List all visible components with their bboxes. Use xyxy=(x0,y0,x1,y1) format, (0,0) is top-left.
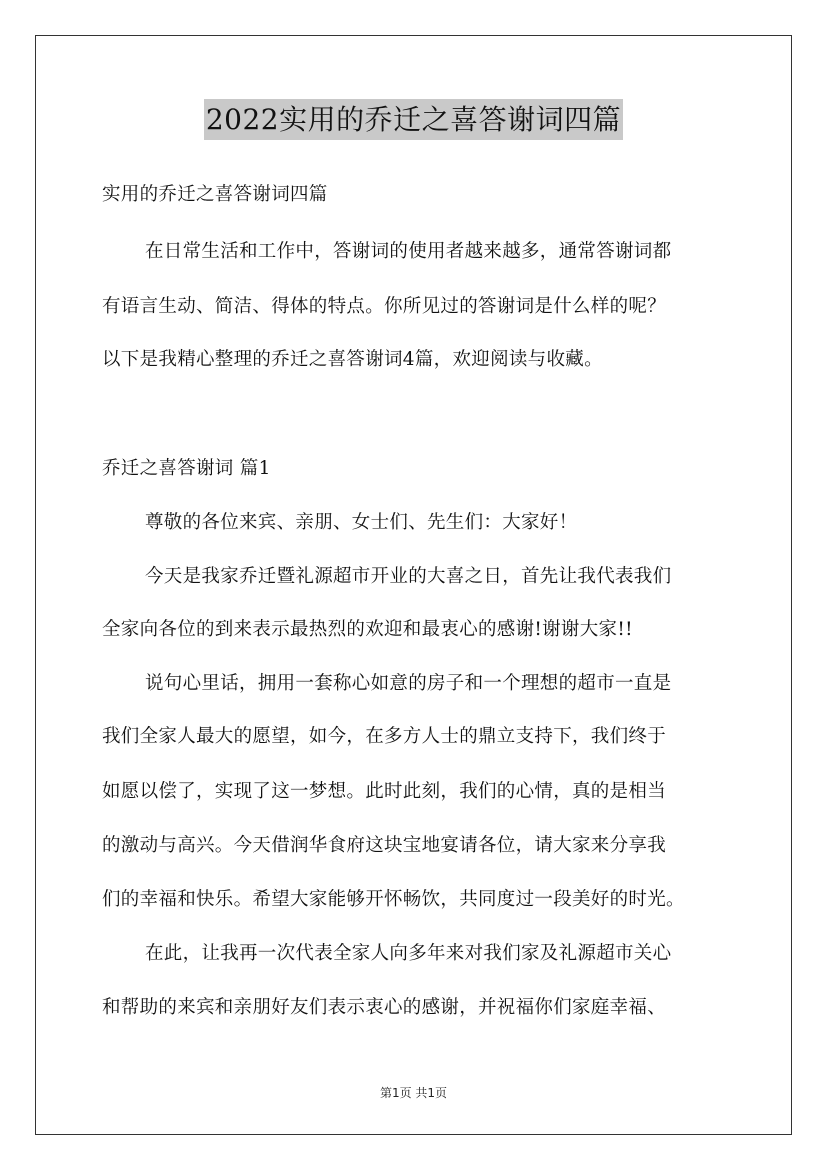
section-heading: 乔迁之喜答谢词 篇1 xyxy=(102,458,271,479)
document-title-text: 2022实用的乔迁之喜答谢词四篇 xyxy=(204,99,623,140)
page-footer: 第1页 共1页 xyxy=(379,1086,448,1100)
subtitle: 实用的乔迁之喜答谢词四篇 xyxy=(102,184,328,205)
intro-line: 有语言生动、简洁、得体的特点。你所见过的答谢词是什么样的呢？ xyxy=(102,296,667,317)
body-line: 尊敬的各位来宾、亲朋、女士们、先生们：大家好！ xyxy=(145,512,578,533)
body-line: 说句心里话，拥用一套称心如意的房子和一个理想的超市一直是 xyxy=(145,673,672,694)
body-line: 我们全家人最大的愿望，如今，在多方人士的鼎立支持下，我们终于 xyxy=(102,726,667,747)
body-line: 和帮助的来宾和亲朋好友们表示衷心的感谢，并祝福你们家庭幸福、 xyxy=(102,997,667,1018)
intro-line: 在日常生活和工作中，答谢词的使用者越来越多，通常答谢词都 xyxy=(145,241,672,262)
body-line: 在此，让我再一次代表全家人向多年来对我们家及礼源超市关心 xyxy=(145,943,672,964)
intro-line: 以下是我精心整理的乔迁之喜答谢词4篇，欢迎阅读与收藏。 xyxy=(102,349,603,370)
body-line: 的激动与高兴。今天借润华食府这块宝地宴请各位，请大家来分享我 xyxy=(102,835,667,856)
body-line: 今天是我家乔迁暨礼源超市开业的大喜之日，首先让我代表我们 xyxy=(145,566,672,587)
body-line: 如愿以偿了，实现了这一梦想。此时此刻，我们的心情，真的是相当 xyxy=(102,781,667,802)
body-line: 全家向各位的到来表示最热烈的欢迎和最衷心的感谢!谢谢大家!! xyxy=(102,619,633,640)
body-line: 们的幸福和快乐。希望大家能够开怀畅饮，共同度过一段美好的时光。 xyxy=(102,889,685,910)
document-title xyxy=(0,98,827,138)
